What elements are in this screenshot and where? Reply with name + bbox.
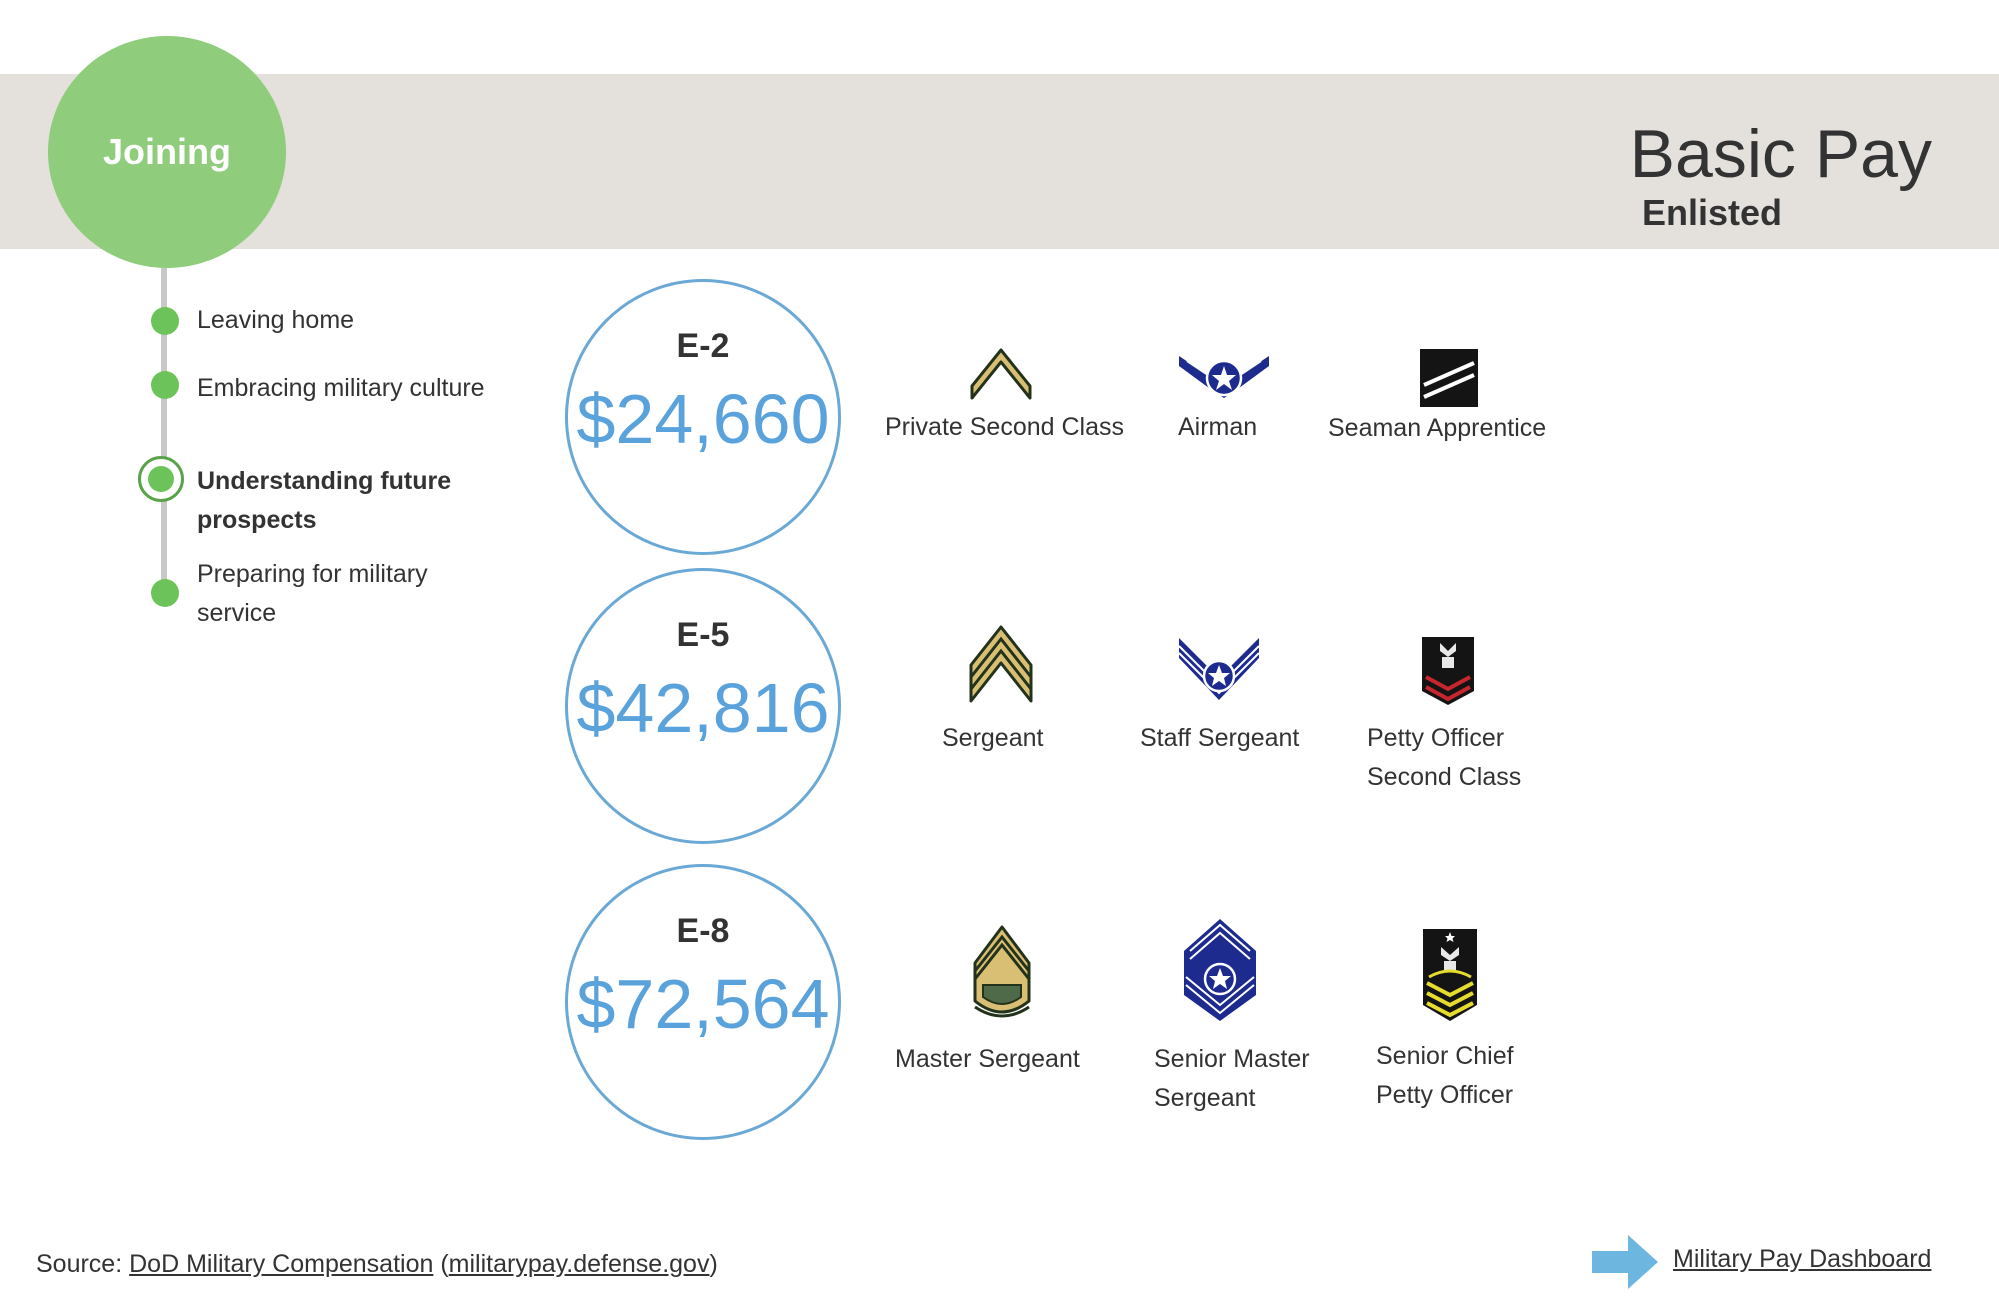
air-force-airman-wings-icon — [1177, 352, 1271, 404]
pay-grade-circle-e8 — [565, 864, 841, 1140]
timeline-item-leaving-home[interactable]: Leaving home — [197, 306, 355, 334]
army-master-sergeant-chevrons-icon — [973, 923, 1031, 1021]
section-badge — [48, 36, 286, 268]
pay-grade-circle-e5 — [565, 568, 841, 844]
timeline-item-preparing-service[interactable]: Preparing for military service — [197, 560, 428, 627]
rank-label: Airman — [1178, 413, 1258, 441]
militarypay-site-link[interactable]: militarypay.defense.gov — [448, 1250, 710, 1278]
arrow-right-icon[interactable] — [1592, 1233, 1660, 1291]
air-force-senior-master-sergeant-stripes-icon — [1182, 917, 1258, 1023]
source-close-paren: ) — [709, 1250, 718, 1278]
army-private-second-class-chevron-icon — [970, 348, 1032, 406]
army-sergeant-chevrons-icon — [969, 623, 1033, 705]
pay-amount: $42,816 — [576, 669, 830, 747]
rank-label: Staff Sergeant — [1140, 724, 1300, 752]
source-citation — [36, 1250, 718, 1279]
page-title: Basic Pay — [1629, 116, 1932, 192]
grade-label: E-5 — [676, 616, 730, 654]
timeline-dot-upcoming — [151, 579, 179, 607]
pay-grade-circle-e2 — [565, 279, 841, 555]
pay-amount: $24,660 — [576, 380, 830, 458]
source-open-paren: ( — [433, 1250, 449, 1278]
rank-label: Sergeant — [942, 724, 1044, 752]
pay-amount: $72,564 — [576, 965, 830, 1043]
section-label: Joining — [103, 131, 231, 172]
rank-label: Master Sergeant — [895, 1045, 1080, 1073]
navy-seaman-apprentice-stripes-icon — [1420, 349, 1478, 407]
timeline-item-embracing-culture[interactable]: Embracing military culture — [197, 374, 485, 402]
rank-label: Petty Officer Second Class — [1367, 724, 1522, 791]
dod-compensation-link[interactable]: DoD Military Compensation — [129, 1250, 434, 1278]
rank-label: Senior Master Sergeant — [1154, 1045, 1310, 1112]
rank-label: Private Second Class — [885, 413, 1125, 441]
timeline-dot-current — [148, 466, 174, 492]
rank-label: Seaman Apprentice — [1328, 414, 1547, 442]
page-subtitle: Enlisted — [1642, 192, 1783, 233]
air-force-staff-sergeant-stripes-icon — [1177, 634, 1261, 704]
grade-label: E-8 — [676, 912, 730, 950]
grade-label: E-2 — [676, 327, 730, 365]
military-pay-dashboard-link[interactable]: Military Pay Dashboard — [1673, 1245, 1932, 1273]
navy-senior-chief-petty-officer-icon — [1423, 929, 1477, 1021]
timeline-dot-done — [151, 371, 179, 399]
rank-label: Senior Chief Petty Officer — [1376, 1042, 1514, 1109]
timeline-dot-done — [151, 307, 179, 335]
source-prefix: Source: — [36, 1250, 130, 1278]
navy-petty-officer-second-class-icon — [1422, 637, 1474, 705]
timeline-item-future-prospects[interactable]: Understanding future prospects — [197, 467, 452, 534]
